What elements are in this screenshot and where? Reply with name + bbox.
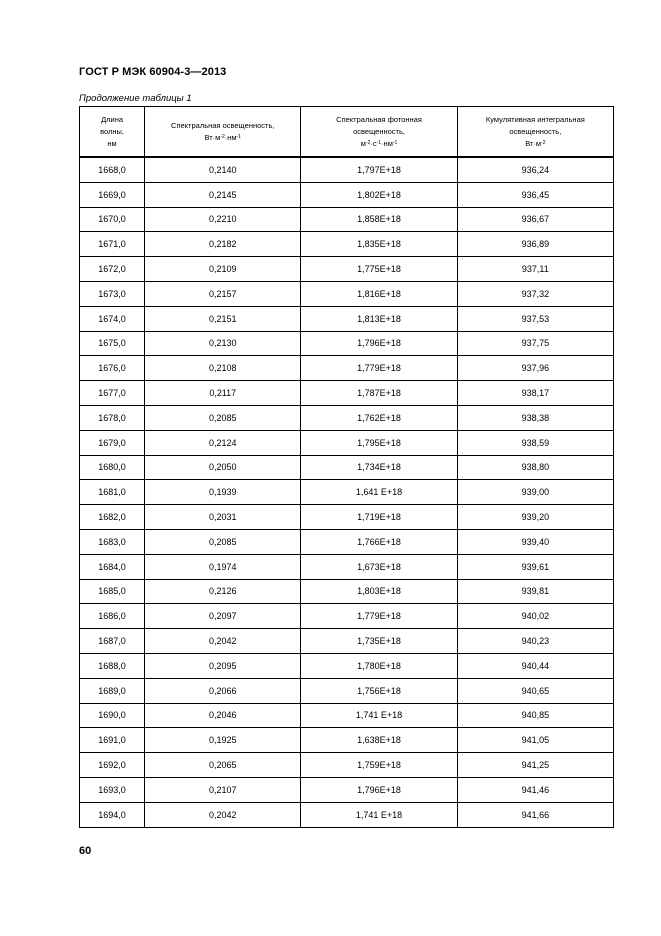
header-row xyxy=(80,107,614,158)
cell-spectral-irradiance: 0,2097 xyxy=(145,604,301,629)
cell-spectral-irradiance: 0,2095 xyxy=(145,653,301,678)
table-row xyxy=(80,356,614,381)
cell-wavelength: 1678,0 xyxy=(80,405,145,430)
cell-spectral-irradiance: 0,1939 xyxy=(145,480,301,505)
cell-spectral-irradiance: 0,2066 xyxy=(145,678,301,703)
unit-exponent: -2 xyxy=(220,133,225,140)
cell-wavelength: 1683,0 xyxy=(80,529,145,554)
table-row xyxy=(80,331,614,356)
header-cumulative-irradiance-unit xyxy=(458,138,613,150)
header-cumulative-irradiance-line1: Кумулятивная интегральная xyxy=(485,114,585,124)
cell-cumulative-irradiance: 939,20 xyxy=(457,505,613,530)
cell-spectral-irradiance: 0,2085 xyxy=(145,405,301,430)
unit-exponent: -2 xyxy=(365,139,371,146)
table-row xyxy=(80,554,614,579)
header-photon-irradiance-line2: освещенность, xyxy=(353,126,405,136)
cell-spectral-irradiance: 0,2140 xyxy=(145,157,301,182)
cell-cumulative-irradiance: 939,81 xyxy=(457,579,613,604)
cell-photon-irradiance: 1,813E+18 xyxy=(301,306,457,331)
cell-cumulative-irradiance: 937,32 xyxy=(457,281,613,306)
cell-photon-irradiance: 1,735E+18 xyxy=(301,629,457,654)
unit-part: ·нм xyxy=(381,138,393,148)
unit-part: м xyxy=(360,138,366,148)
cell-wavelength: 1679,0 xyxy=(80,430,145,455)
cell-cumulative-irradiance: 939,61 xyxy=(457,554,613,579)
table-row xyxy=(80,703,614,728)
cell-cumulative-irradiance: 937,96 xyxy=(457,356,613,381)
table-row xyxy=(80,257,614,282)
header-photon-irradiance-line1: Спектральная фотонная xyxy=(336,114,422,124)
unit-part: ·с xyxy=(370,138,377,148)
table-row xyxy=(80,728,614,753)
cell-wavelength: 1669,0 xyxy=(80,182,145,207)
cell-cumulative-irradiance: 938,80 xyxy=(457,455,613,480)
table-row xyxy=(80,430,614,455)
table-row xyxy=(80,629,614,654)
cell-wavelength: 1684,0 xyxy=(80,554,145,579)
cell-spectral-irradiance: 0,2117 xyxy=(145,381,301,406)
table-row xyxy=(80,529,614,554)
cell-spectral-irradiance: 0,2157 xyxy=(145,281,301,306)
cell-cumulative-irradiance: 938,59 xyxy=(457,430,613,455)
cell-wavelength: 1675,0 xyxy=(80,331,145,356)
cell-wavelength: 1681,0 xyxy=(80,480,145,505)
table-row xyxy=(80,480,614,505)
cell-cumulative-irradiance: 940,85 xyxy=(457,703,613,728)
cell-photon-irradiance: 1,780E+18 xyxy=(301,653,457,678)
cell-cumulative-irradiance: 936,45 xyxy=(457,182,613,207)
cell-photon-irradiance: 1,835E+18 xyxy=(301,232,457,257)
cell-cumulative-irradiance: 940,23 xyxy=(457,629,613,654)
unit-part: Вт·м xyxy=(525,138,542,148)
document-title: ГОСТ Р МЭК 60904-3—2013 xyxy=(79,66,227,78)
cell-wavelength: 1676,0 xyxy=(80,356,145,381)
cell-spectral-irradiance: 0,2031 xyxy=(145,505,301,530)
header-photon-irradiance xyxy=(301,107,457,158)
table-row xyxy=(80,753,614,778)
cell-spectral-irradiance: 0,2182 xyxy=(145,232,301,257)
header-cumulative-irradiance xyxy=(457,107,613,158)
cell-wavelength: 1685,0 xyxy=(80,579,145,604)
cell-spectral-irradiance: 0,2124 xyxy=(145,430,301,455)
cell-photon-irradiance: 1,803E+18 xyxy=(301,579,457,604)
header-cumulative-irradiance-line2: освещенность, xyxy=(509,126,562,136)
table-row xyxy=(80,455,614,480)
table-row xyxy=(80,306,614,331)
cell-cumulative-irradiance: 941,46 xyxy=(457,777,613,802)
cell-spectral-irradiance: 0,2042 xyxy=(145,802,301,827)
table-header xyxy=(80,107,614,158)
cell-wavelength: 1692,0 xyxy=(80,753,145,778)
unit-part: Вт·м xyxy=(204,132,221,142)
header-wavelength-line1: Длина xyxy=(101,114,124,124)
cell-photon-irradiance: 1,741 E+18 xyxy=(301,703,457,728)
cell-wavelength: 1673,0 xyxy=(80,281,145,306)
cell-spectral-irradiance: 0,2130 xyxy=(145,331,301,356)
table-row xyxy=(80,381,614,406)
cell-photon-irradiance: 1,779E+18 xyxy=(301,604,457,629)
cell-photon-irradiance: 1,816E+18 xyxy=(301,281,457,306)
table-row xyxy=(80,777,614,802)
table-row xyxy=(80,157,614,182)
table-row xyxy=(80,281,614,306)
cell-spectral-irradiance: 0,2046 xyxy=(145,703,301,728)
cell-spectral-irradiance: 0,2085 xyxy=(145,529,301,554)
cell-wavelength: 1687,0 xyxy=(80,629,145,654)
cell-cumulative-irradiance: 939,40 xyxy=(457,529,613,554)
cell-photon-irradiance: 1,796E+18 xyxy=(301,331,457,356)
cell-wavelength: 1674,0 xyxy=(80,306,145,331)
table-row xyxy=(80,678,614,703)
unit-exponent: -1 xyxy=(392,139,398,146)
cell-spectral-irradiance: 0,2151 xyxy=(145,306,301,331)
cell-spectral-irradiance: 0,2210 xyxy=(145,207,301,232)
cell-cumulative-irradiance: 941,66 xyxy=(457,802,613,827)
cell-cumulative-irradiance: 937,53 xyxy=(457,306,613,331)
header-spectral-irradiance-unit xyxy=(145,132,300,144)
table-row xyxy=(80,232,614,257)
unit-part: ·нм xyxy=(224,132,237,142)
cell-photon-irradiance: 1,673E+18 xyxy=(301,554,457,579)
cell-photon-irradiance: 1,734E+18 xyxy=(301,455,457,480)
cell-spectral-irradiance: 0,2065 xyxy=(145,753,301,778)
cell-spectral-irradiance: 0,2050 xyxy=(145,455,301,480)
cell-wavelength: 1690,0 xyxy=(80,703,145,728)
cell-photon-irradiance: 1,756E+18 xyxy=(301,678,457,703)
table-caption: Продолжение таблицы 1 xyxy=(79,93,192,104)
cell-cumulative-irradiance: 940,44 xyxy=(457,653,613,678)
cell-photon-irradiance: 1,802E+18 xyxy=(301,182,457,207)
unit-exponent: -2 xyxy=(541,139,546,146)
cell-cumulative-irradiance: 940,02 xyxy=(457,604,613,629)
cell-wavelength: 1668,0 xyxy=(80,157,145,182)
cell-spectral-irradiance: 0,2126 xyxy=(145,579,301,604)
table-row xyxy=(80,405,614,430)
cell-spectral-irradiance: 0,2108 xyxy=(145,356,301,381)
table-row xyxy=(80,207,614,232)
cell-photon-irradiance: 1,641 E+18 xyxy=(301,480,457,505)
cell-wavelength: 1682,0 xyxy=(80,505,145,530)
header-photon-irradiance-unit xyxy=(301,138,456,150)
cell-cumulative-irradiance: 941,05 xyxy=(457,728,613,753)
header-wavelength-line3: нм xyxy=(107,138,117,148)
cell-photon-irradiance: 1,779E+18 xyxy=(301,356,457,381)
table-row xyxy=(80,579,614,604)
cell-photon-irradiance: 1,766E+18 xyxy=(301,529,457,554)
table-body xyxy=(80,157,614,827)
cell-wavelength: 1671,0 xyxy=(80,232,145,257)
cell-photon-irradiance: 1,759E+18 xyxy=(301,753,457,778)
unit-exponent: -1 xyxy=(376,139,382,146)
cell-spectral-irradiance: 0,2107 xyxy=(145,777,301,802)
cell-wavelength: 1672,0 xyxy=(80,257,145,282)
cell-wavelength: 1686,0 xyxy=(80,604,145,629)
cell-wavelength: 1689,0 xyxy=(80,678,145,703)
cell-spectral-irradiance: 0,2109 xyxy=(145,257,301,282)
cell-photon-irradiance: 1,775E+18 xyxy=(301,257,457,282)
cell-cumulative-irradiance: 937,11 xyxy=(457,257,613,282)
header-spectral-irradiance xyxy=(145,107,301,158)
unit-exponent: -1 xyxy=(236,133,242,140)
cell-cumulative-irradiance: 936,89 xyxy=(457,232,613,257)
cell-spectral-irradiance: 0,2042 xyxy=(145,629,301,654)
cell-spectral-irradiance: 0,2145 xyxy=(145,182,301,207)
cell-cumulative-irradiance: 940,65 xyxy=(457,678,613,703)
cell-photon-irradiance: 1,741 E+18 xyxy=(301,802,457,827)
table-row xyxy=(80,802,614,827)
cell-photon-irradiance: 1,797E+18 xyxy=(301,157,457,182)
table-row xyxy=(80,182,614,207)
cell-photon-irradiance: 1,638E+18 xyxy=(301,728,457,753)
cell-cumulative-irradiance: 936,24 xyxy=(457,157,613,182)
cell-wavelength: 1677,0 xyxy=(80,381,145,406)
header-wavelength xyxy=(80,107,145,158)
table-row xyxy=(80,505,614,530)
page-number: 60 xyxy=(79,845,92,857)
header-spectral-irradiance-line1: Спектральная освещенность, xyxy=(171,120,275,130)
cell-cumulative-irradiance: 937,75 xyxy=(457,331,613,356)
cell-cumulative-irradiance: 941,25 xyxy=(457,753,613,778)
cell-wavelength: 1691,0 xyxy=(80,728,145,753)
cell-photon-irradiance: 1,787E+18 xyxy=(301,381,457,406)
header-wavelength-line2: волны, xyxy=(100,126,124,136)
cell-wavelength: 1670,0 xyxy=(80,207,145,232)
cell-photon-irradiance: 1,795E+18 xyxy=(301,430,457,455)
cell-spectral-irradiance: 0,1974 xyxy=(145,554,301,579)
cell-cumulative-irradiance: 938,38 xyxy=(457,405,613,430)
cell-wavelength: 1688,0 xyxy=(80,653,145,678)
table-row xyxy=(80,604,614,629)
cell-cumulative-irradiance: 936,67 xyxy=(457,207,613,232)
cell-wavelength: 1680,0 xyxy=(80,455,145,480)
cell-spectral-irradiance: 0,1925 xyxy=(145,728,301,753)
cell-cumulative-irradiance: 938,17 xyxy=(457,381,613,406)
cell-photon-irradiance: 1,796E+18 xyxy=(301,777,457,802)
cell-wavelength: 1694,0 xyxy=(80,802,145,827)
cell-photon-irradiance: 1,762E+18 xyxy=(301,405,457,430)
data-table xyxy=(79,106,614,828)
cell-wavelength: 1693,0 xyxy=(80,777,145,802)
table-row xyxy=(80,653,614,678)
cell-cumulative-irradiance: 939,00 xyxy=(457,480,613,505)
cell-photon-irradiance: 1,858E+18 xyxy=(301,207,457,232)
cell-photon-irradiance: 1,719E+18 xyxy=(301,505,457,530)
